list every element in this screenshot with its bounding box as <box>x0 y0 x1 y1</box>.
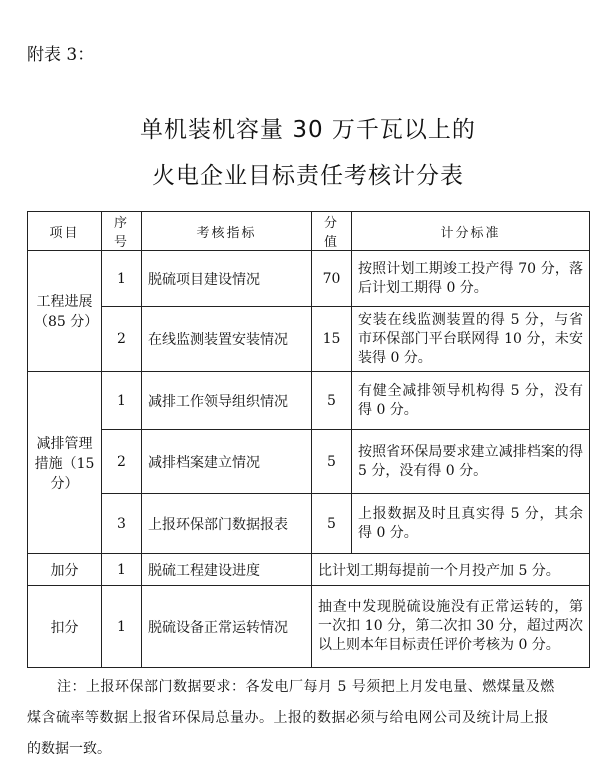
row-indicator: 脱硫工程建设进度 <box>142 554 312 586</box>
row-standard: 按照省环保局要求建立减排档案的得 5 分，没有得 0 分。 <box>352 430 590 494</box>
row-number: 1 <box>102 554 142 586</box>
row-indicator: 减排工作领导组织情况 <box>142 372 312 430</box>
table-header-row <box>28 212 590 251</box>
table-row <box>28 372 590 430</box>
group-deduction: 扣分 <box>28 586 102 668</box>
row-number: 1 <box>102 586 142 668</box>
table-row <box>28 307 590 372</box>
row-standard: 上报数据及时且真实得 5 分，其余得 0 分。 <box>352 494 590 554</box>
header-standard: 计分标准 <box>352 212 590 251</box>
row-score: 70 <box>312 251 352 307</box>
footnote-line-2: 煤含硫率等数据上报省环保局总量办。上报的数据必须与给电网公司及统计局上报 <box>27 710 549 726</box>
row-score: 5 <box>312 494 352 554</box>
attachment-label: 附表 3： <box>27 45 95 65</box>
row-number: 1 <box>102 372 142 430</box>
scoring-table <box>27 211 590 668</box>
row-indicator: 减排档案建立情况 <box>142 430 312 494</box>
header-number: 序号 <box>102 212 142 251</box>
group-engineering: 工程进展（85 分） <box>28 251 102 372</box>
row-number: 2 <box>102 430 142 494</box>
row-indicator: 脱硫项目建设情况 <box>142 251 312 307</box>
row-standard: 比计划工期每提前一个月投产加 5 分。 <box>312 554 590 586</box>
row-score: 5 <box>312 430 352 494</box>
row-indicator: 在线监测装置安装情况 <box>142 307 312 372</box>
footnote-line-1: 注：上报环保部门数据要求：各发电厂每月 5 号须把上月发电量、燃煤量及燃 <box>57 679 555 695</box>
table-row <box>28 430 590 494</box>
row-score: 15 <box>312 307 352 372</box>
row-indicator: 脱硫设备正常运转情况 <box>142 586 312 668</box>
table-row <box>28 494 590 554</box>
header-indicator: 考核指标 <box>142 212 312 251</box>
row-standard: 安装在线监测装置的得 5 分，与省市环保部门平台联网得 10 分，未安装得 0 分。 <box>352 307 590 372</box>
header-score: 分值 <box>312 212 352 251</box>
row-number: 1 <box>102 251 142 307</box>
title-line-1: 单机装机容量 30 万千瓦以上的 <box>140 117 476 143</box>
footnote-line-3: 的数据一致。 <box>27 741 111 757</box>
footnote <box>27 672 592 765</box>
row-number: 3 <box>102 494 142 554</box>
row-standard: 抽查中发现脱硫设施没有正常运转的，第一次扣 10 分，第二次扣 30 分，超过两次以上则本年目标责任评价考核为 0 分。 <box>312 586 590 668</box>
group-bonus: 加分 <box>28 554 102 586</box>
table-row <box>28 554 590 586</box>
group-reduction: 减排管理措施（15 分） <box>28 372 102 554</box>
table-row <box>28 251 590 307</box>
row-standard: 有健全减排领导机构得 5 分，没有得 0 分。 <box>352 372 590 430</box>
title-line-2: 火电企业目标责任考核计分表 <box>152 163 464 189</box>
row-indicator: 上报环保部门数据报表 <box>142 494 312 554</box>
table-row <box>28 586 590 668</box>
header-project: 项目 <box>28 212 102 251</box>
row-standard: 按照计划工期竣工投产得 70 分，落后计划工期得 0 分。 <box>352 251 590 307</box>
row-number: 2 <box>102 307 142 372</box>
row-score: 5 <box>312 372 352 430</box>
